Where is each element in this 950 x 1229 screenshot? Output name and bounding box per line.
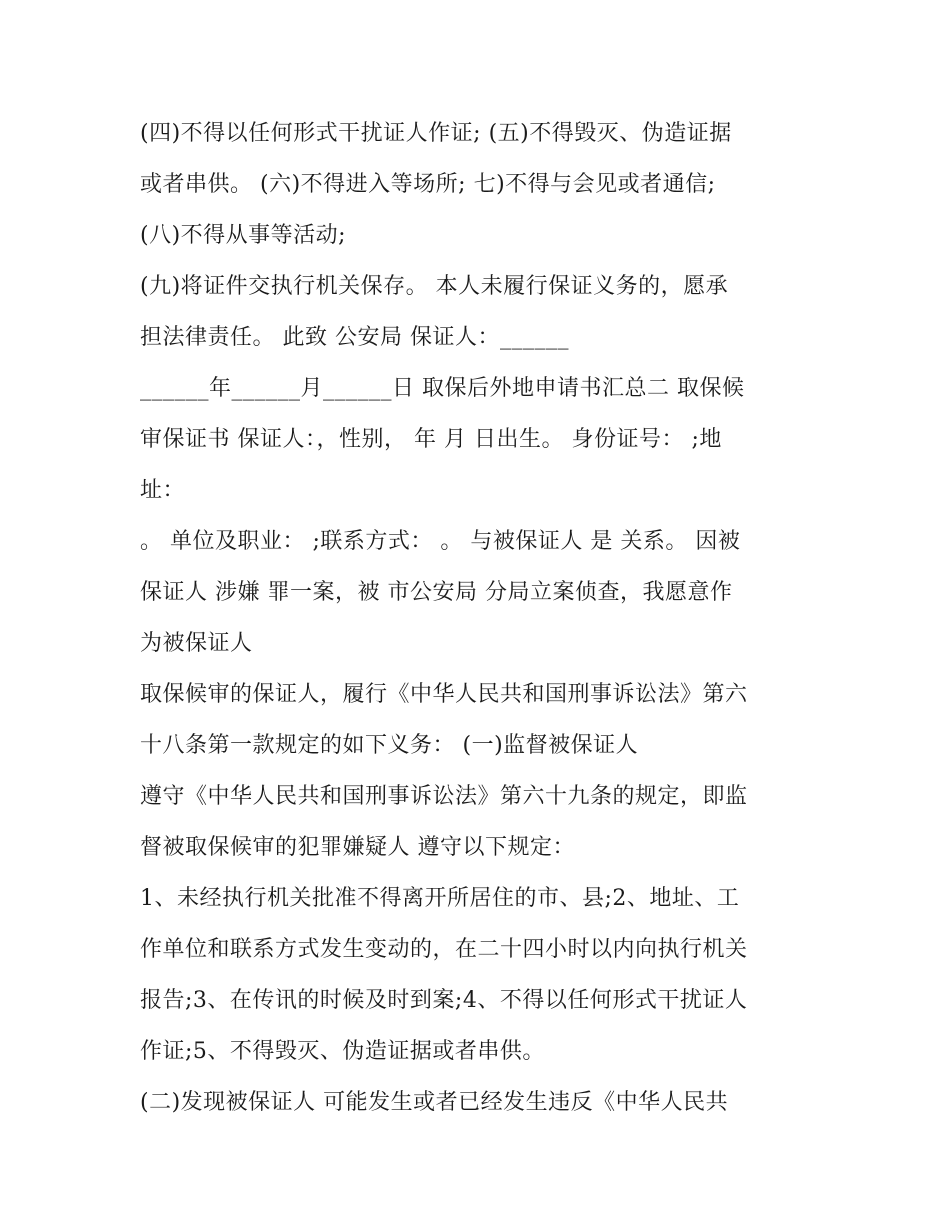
text-line: 担法律责任。 此致 公安局 保证人：______ <box>140 325 569 350</box>
document-body <box>140 108 840 1128</box>
text-line: 取保候审的保证人，履行《中华人民共和国刑事诉讼法》第六 <box>140 682 748 707</box>
text-line: (四)不得以任何形式干扰证人作证; (五)不得毁灭、伪造证据 <box>140 121 732 146</box>
text-line: 1、未经执行机关批准不得离开所居住的市、县;2、地址、工 <box>140 886 740 911</box>
text-line: (九)将证件交执行机关保存。 本人未履行保证义务的，愿承 <box>140 274 729 299</box>
text-line: 十八条第一款规定的如下义务： (一)监督被保证人 <box>140 733 639 758</box>
text-line: 作证;5、不得毁灭、伪造证据或者串供。 <box>140 1039 545 1064</box>
text-line: (二)发现被保证人 可能发生或者已经发生违反《中华人民共 <box>140 1090 729 1115</box>
text-line: 或者串供。 (六)不得进入等场所; 七)不得与会见或者通信; <box>140 172 716 197</box>
text-line: 。 单位及职业： ;联系方式： 。 与被保证人 是 关系。 因被 <box>140 529 741 554</box>
text-line: 址： <box>140 478 186 503</box>
text-line: 为被保证人 <box>140 631 253 656</box>
text-line: 保证人 涉嫌 罪一案，被 市公安局 分局立案侦查，我愿意作 <box>140 580 733 605</box>
text-line: 督被取保候审的犯罪嫌疑人 遵守以下规定： <box>140 835 575 860</box>
text-line: ______年______月______日 取保后外地申请书汇总二 取保候 <box>140 376 745 401</box>
text-line: 作单位和联系方式发生变动的，在二十四小时以内向执行机关 <box>140 937 748 962</box>
text-line: 审保证书 保证人：，性别， 年 月 日出生。 身份证号： ;地 <box>140 427 722 452</box>
text-line: 报告;3、在传讯的时候及时到案;4、不得以任何形式干扰证人 <box>140 988 748 1013</box>
text-line: 遵守《中华人民共和国刑事诉讼法》第六十九条的规定，即监 <box>140 784 748 809</box>
text-line: (八)不得从事等活动; <box>140 223 347 248</box>
